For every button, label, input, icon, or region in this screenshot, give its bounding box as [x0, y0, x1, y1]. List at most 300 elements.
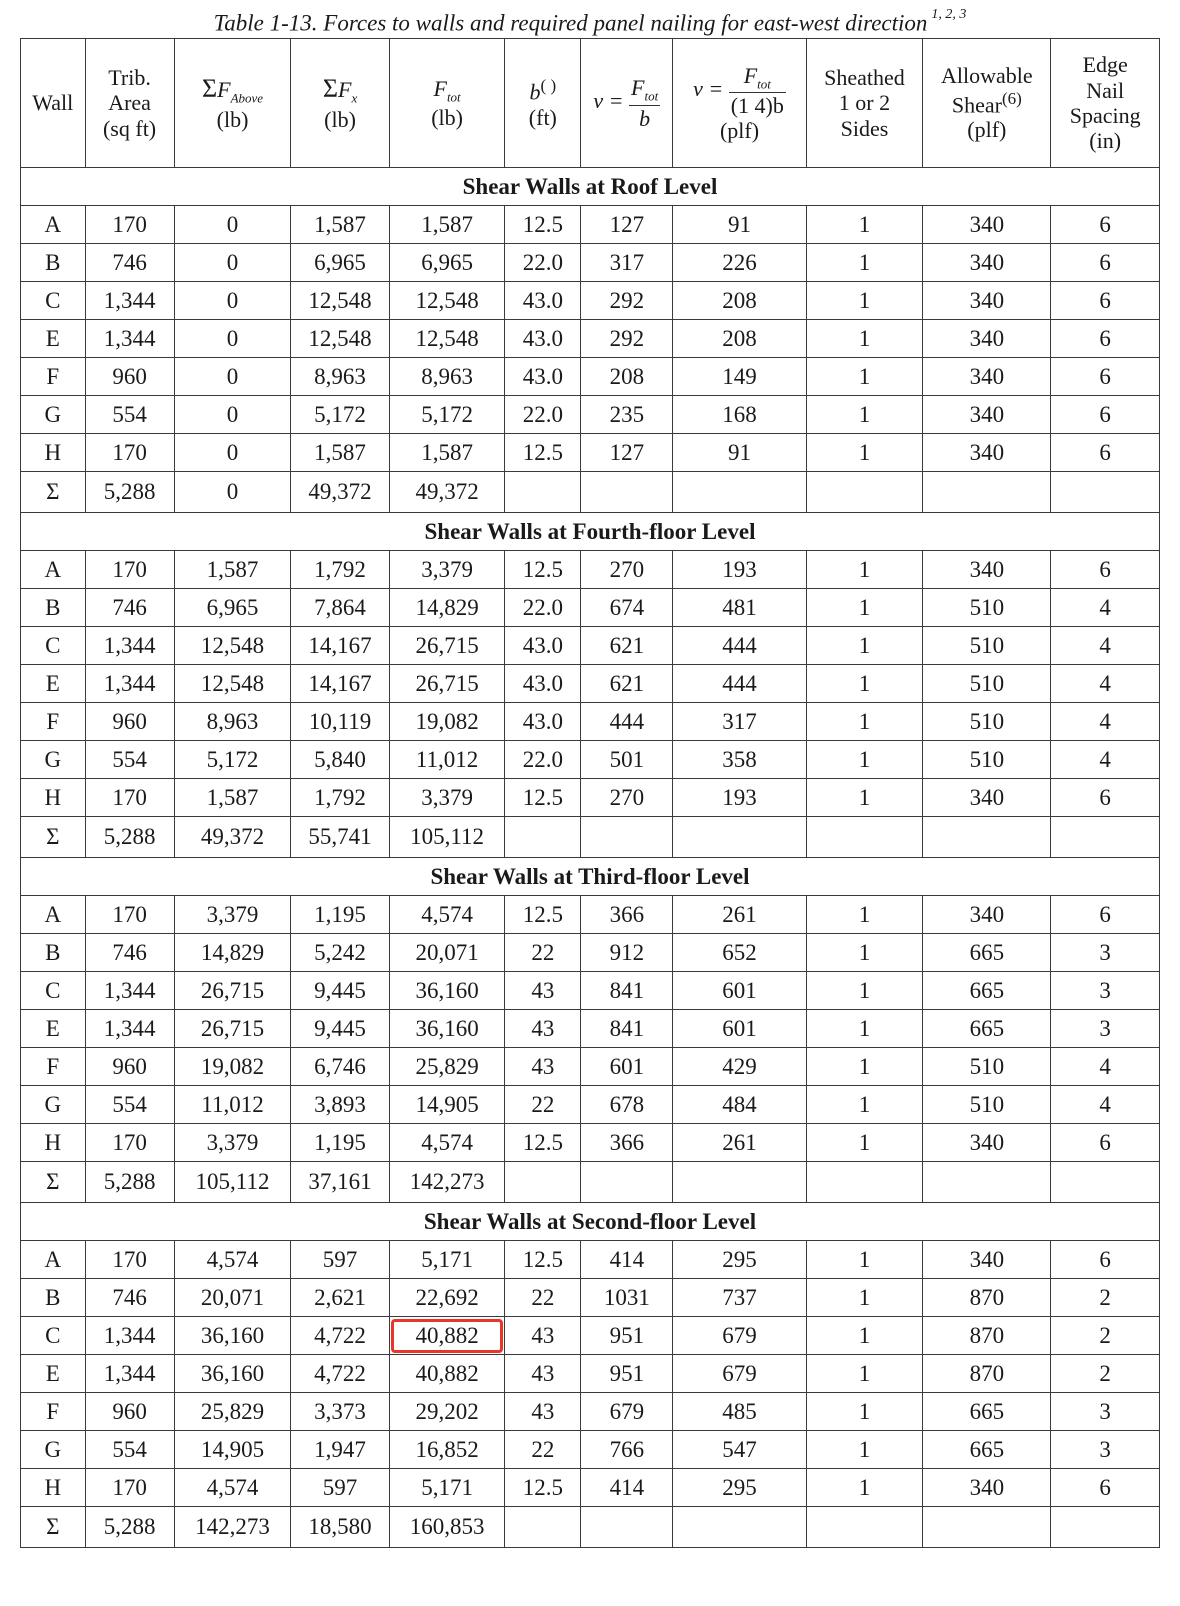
table-cell: 960 — [85, 1048, 174, 1086]
table-cell: 1 — [806, 282, 923, 320]
table-cell: 1,587 — [291, 434, 389, 472]
table-cell: 12.5 — [505, 1241, 581, 1279]
table-cell: 1 — [806, 396, 923, 434]
table-cell: 746 — [85, 934, 174, 972]
section-header-row — [21, 168, 1160, 206]
sum-cell: 55,741 — [291, 817, 389, 858]
section-title: Shear Walls at Third-floor Level — [21, 858, 1160, 896]
table-cell: 226 — [673, 244, 806, 282]
sum-row — [21, 1162, 1160, 1203]
table-cell: 26,715 — [389, 665, 505, 703]
table-cell: 1,344 — [85, 1355, 174, 1393]
empty-cell — [581, 1507, 673, 1548]
table-row — [21, 434, 1160, 472]
sum-row — [21, 1507, 1160, 1548]
table-cell: 261 — [673, 896, 806, 934]
table-cell: 12,548 — [174, 627, 291, 665]
table-cell: 510 — [923, 1086, 1051, 1124]
table-cell: 22,692 — [389, 1279, 505, 1317]
sum-cell: 37,161 — [291, 1162, 389, 1203]
table-cell: 3 — [1051, 1431, 1160, 1469]
wall-cell: C — [21, 627, 86, 665]
table-cell: 481 — [673, 589, 806, 627]
table-cell: 20,071 — [389, 934, 505, 972]
table-notes: 1, 2, 3 — [931, 7, 967, 22]
table-cell: 11,012 — [389, 741, 505, 779]
table-cell: 665 — [923, 934, 1051, 972]
wall-cell: G — [21, 1086, 86, 1124]
table-cell: 1 — [806, 551, 923, 589]
table-cell: 5,172 — [389, 396, 505, 434]
header-b: b( ) (ft) — [505, 39, 581, 168]
empty-cell — [923, 1507, 1051, 1548]
table-cell: 7,864 — [291, 589, 389, 627]
table-cell: 12.5 — [505, 1469, 581, 1507]
table-cell: 12,548 — [389, 320, 505, 358]
table-cell: 14,829 — [389, 589, 505, 627]
table-cell: 170 — [85, 1469, 174, 1507]
wall-cell: B — [21, 589, 86, 627]
table-cell: 26,715 — [174, 972, 291, 1010]
empty-cell — [806, 817, 923, 858]
table-body — [21, 168, 1160, 1548]
table-row — [21, 934, 1160, 972]
table-cell: 22 — [505, 934, 581, 972]
table-row — [21, 1124, 1160, 1162]
wall-cell: B — [21, 934, 86, 972]
wall-cell: E — [21, 320, 86, 358]
empty-cell — [673, 1162, 806, 1203]
table-cell: 1,587 — [291, 206, 389, 244]
table-cell: 6 — [1051, 282, 1160, 320]
wall-cell: B — [21, 1279, 86, 1317]
empty-cell — [505, 1162, 581, 1203]
wall-cell: A — [21, 551, 86, 589]
table-cell: 270 — [581, 779, 673, 817]
sum-cell: 5,288 — [85, 1507, 174, 1548]
sum-symbol: Σ — [21, 817, 86, 858]
sum-cell: 5,288 — [85, 1162, 174, 1203]
table-cell: 6 — [1051, 396, 1160, 434]
table-cell: 6 — [1051, 320, 1160, 358]
table-cell: 317 — [581, 244, 673, 282]
table-caption — [0, 2, 1180, 36]
empty-cell — [581, 472, 673, 513]
table-cell: 43.0 — [505, 665, 581, 703]
header-allowable-shear: Allowable Shear$^{(6)}$ (plf) — [923, 39, 1051, 168]
empty-cell — [1051, 817, 1160, 858]
table-cell: 1 — [806, 320, 923, 358]
table-cell: 2 — [1051, 1317, 1160, 1355]
table-cell: 43 — [505, 1355, 581, 1393]
wall-cell: H — [21, 434, 86, 472]
table-cell: 510 — [923, 627, 1051, 665]
table-row — [21, 1469, 1160, 1507]
table-cell: 841 — [581, 1010, 673, 1048]
table-cell: 14,905 — [174, 1431, 291, 1469]
table-cell: 317 — [673, 703, 806, 741]
table-cell: 2 — [1051, 1355, 1160, 1393]
sum-cell: 142,273 — [389, 1162, 505, 1203]
table-cell: 6 — [1051, 779, 1160, 817]
table-cell: 292 — [581, 320, 673, 358]
empty-cell — [923, 1162, 1051, 1203]
wall-cell: A — [21, 1241, 86, 1279]
table-cell: 1031 — [581, 1279, 673, 1317]
table-cell: 1 — [806, 1241, 923, 1279]
table-cell: 554 — [85, 1431, 174, 1469]
table-cell: 1,344 — [85, 627, 174, 665]
table-cell: 12,548 — [174, 665, 291, 703]
table-row — [21, 741, 1160, 779]
empty-cell — [505, 817, 581, 858]
empty-cell — [581, 817, 673, 858]
table-cell: 1,947 — [291, 1431, 389, 1469]
table-cell: 6,746 — [291, 1048, 389, 1086]
table-cell: 12,548 — [291, 282, 389, 320]
table-cell: 5,172 — [174, 741, 291, 779]
table-cell: 510 — [923, 703, 1051, 741]
table-cell: 12.5 — [505, 551, 581, 589]
table-cell: 43.0 — [505, 320, 581, 358]
sum-cell: 5,288 — [85, 817, 174, 858]
table-cell: 14,167 — [291, 665, 389, 703]
table-cell: 554 — [85, 741, 174, 779]
table-cell: 4,574 — [174, 1241, 291, 1279]
table-cell: 12.5 — [505, 434, 581, 472]
table-cell: 0 — [174, 320, 291, 358]
table-cell: 547 — [673, 1431, 806, 1469]
table-cell: 510 — [923, 665, 1051, 703]
table-cell: 665 — [923, 972, 1051, 1010]
table-cell: 5,242 — [291, 934, 389, 972]
table-cell: 1 — [806, 1469, 923, 1507]
table-cell: 16,852 — [389, 1431, 505, 1469]
header-v: v = $\frac{F_{tot}}{b}$ — [581, 39, 673, 168]
table-cell: 3 — [1051, 1010, 1160, 1048]
table-cell: 193 — [673, 779, 806, 817]
table-cell: 29,202 — [389, 1393, 505, 1431]
table-cell: 1,344 — [85, 1010, 174, 1048]
table-cell: 12.5 — [505, 206, 581, 244]
sum-cell: 49,372 — [389, 472, 505, 513]
table-cell: 6,965 — [174, 589, 291, 627]
table-cell: 4,574 — [389, 1124, 505, 1162]
table-row — [21, 320, 1160, 358]
table-cell: 14,167 — [291, 627, 389, 665]
table-cell: 12.5 — [505, 779, 581, 817]
header-v-reduced: v = $\frac{F_{tot}}{(1 4)b}$ (plf) — [673, 39, 806, 168]
table-cell: 8,963 — [291, 358, 389, 396]
table-cell: 0 — [174, 244, 291, 282]
table-cell: 678 — [581, 1086, 673, 1124]
table-cell: 746 — [85, 244, 174, 282]
sum-symbol: Σ — [21, 472, 86, 513]
table-cell: 14,829 — [174, 934, 291, 972]
table-cell: 414 — [581, 1469, 673, 1507]
table-row — [21, 358, 1160, 396]
table-cell: 9,445 — [291, 1010, 389, 1048]
table-cell: 3,893 — [291, 1086, 389, 1124]
sum-cell: 105,112 — [174, 1162, 291, 1203]
sum-cell: 142,273 — [174, 1507, 291, 1548]
table-row — [21, 589, 1160, 627]
table-cell: 4,722 — [291, 1317, 389, 1355]
table-cell: 1 — [806, 1124, 923, 1162]
table-cell: 621 — [581, 627, 673, 665]
table-cell: 601 — [673, 1010, 806, 1048]
table-cell: 168 — [673, 396, 806, 434]
table-cell: 270 — [581, 551, 673, 589]
table-cell: 170 — [85, 1241, 174, 1279]
table-cell: 1 — [806, 1317, 923, 1355]
table-cell: 444 — [673, 665, 806, 703]
table-cell: 8,963 — [389, 358, 505, 396]
wall-cell: E — [21, 665, 86, 703]
table-cell: 5,171 — [389, 1241, 505, 1279]
section-header-row — [21, 513, 1160, 551]
table-row — [21, 1431, 1160, 1469]
sum-cell: 105,112 — [389, 817, 505, 858]
table-cell: 12,548 — [389, 282, 505, 320]
table-cell: 8,963 — [174, 703, 291, 741]
section-title: Shear Walls at Roof Level — [21, 168, 1160, 206]
table-cell: 170 — [85, 779, 174, 817]
table-cell: 6 — [1051, 1469, 1160, 1507]
table-cell: 4 — [1051, 589, 1160, 627]
table-cell: 485 — [673, 1393, 806, 1431]
table-cell: 746 — [85, 1279, 174, 1317]
table-cell: 0 — [174, 206, 291, 244]
table-cell: 127 — [581, 206, 673, 244]
table-row — [21, 1241, 1160, 1279]
table-cell: 20,071 — [174, 1279, 291, 1317]
section-title: Shear Walls at Second-floor Level — [21, 1203, 1160, 1241]
empty-cell — [923, 472, 1051, 513]
table-cell: 22.0 — [505, 244, 581, 282]
table-cell: 444 — [581, 703, 673, 741]
wall-cell: F — [21, 703, 86, 741]
table-cell: 1 — [806, 434, 923, 472]
table-cell: 960 — [85, 358, 174, 396]
table-cell: 0 — [174, 358, 291, 396]
table-cell: 366 — [581, 1124, 673, 1162]
table-cell: 170 — [85, 206, 174, 244]
table-row — [21, 551, 1160, 589]
highlighted-cell: 40,882 — [389, 1317, 505, 1355]
table-cell: 22.0 — [505, 396, 581, 434]
table-cell: 1 — [806, 703, 923, 741]
section-header-row — [21, 858, 1160, 896]
table-cell: 665 — [923, 1010, 1051, 1048]
table-cell: 170 — [85, 1124, 174, 1162]
wall-cell: F — [21, 358, 86, 396]
table-cell: 6 — [1051, 206, 1160, 244]
table-cell: 43.0 — [505, 627, 581, 665]
table-cell: 22.0 — [505, 589, 581, 627]
table-cell: 665 — [923, 1431, 1051, 1469]
table-cell: 6 — [1051, 434, 1160, 472]
table-cell: 4 — [1051, 1086, 1160, 1124]
sum-cell: 5,288 — [85, 472, 174, 513]
table-cell: 5,172 — [291, 396, 389, 434]
empty-cell — [806, 1162, 923, 1203]
table-cell: 340 — [923, 1124, 1051, 1162]
table-cell: 19,082 — [174, 1048, 291, 1086]
table-cell: 870 — [923, 1317, 1051, 1355]
table-row — [21, 665, 1160, 703]
header-row — [21, 39, 1160, 168]
sum-cell: 0 — [174, 472, 291, 513]
table-cell: 340 — [923, 896, 1051, 934]
table-cell: 14,905 — [389, 1086, 505, 1124]
empty-cell — [673, 817, 806, 858]
table-cell: 2 — [1051, 1279, 1160, 1317]
table-row — [21, 627, 1160, 665]
table-cell: 3 — [1051, 972, 1160, 1010]
table-cell: 6 — [1051, 358, 1160, 396]
wall-cell: A — [21, 206, 86, 244]
empty-cell — [923, 817, 1051, 858]
table-cell: 621 — [581, 665, 673, 703]
table-cell: 261 — [673, 1124, 806, 1162]
table-cell: 951 — [581, 1355, 673, 1393]
table-cell: 841 — [581, 972, 673, 1010]
table-cell: 1,344 — [85, 1317, 174, 1355]
table-cell: 340 — [923, 244, 1051, 282]
table-cell: 1 — [806, 589, 923, 627]
table-cell: 746 — [85, 589, 174, 627]
header-sheathed: Sheathed 1 or 2 Sides — [806, 39, 923, 168]
table-cell: 26,715 — [174, 1010, 291, 1048]
table-cell: 510 — [923, 589, 1051, 627]
table-row — [21, 1393, 1160, 1431]
table-row — [21, 972, 1160, 1010]
header-wall: Wall — [21, 39, 86, 168]
table-row — [21, 1010, 1160, 1048]
table-cell: 1,344 — [85, 972, 174, 1010]
table-cell: 340 — [923, 779, 1051, 817]
table-row — [21, 703, 1160, 741]
table-cell: 665 — [923, 1393, 1051, 1431]
table-cell: 1,195 — [291, 1124, 389, 1162]
sum-symbol: Σ — [21, 1162, 86, 1203]
table-row — [21, 1355, 1160, 1393]
table-cell: 9,445 — [291, 972, 389, 1010]
table-cell: 1,344 — [85, 665, 174, 703]
table-cell: 3,379 — [389, 779, 505, 817]
table-cell: 1,344 — [85, 320, 174, 358]
empty-cell — [1051, 1162, 1160, 1203]
table-cell: 1 — [806, 1393, 923, 1431]
header-f-tot: $F_{tot}$ (lb) — [389, 39, 505, 168]
table-cell: 554 — [85, 1086, 174, 1124]
table-cell: 960 — [85, 1393, 174, 1431]
table-cell: 25,829 — [389, 1048, 505, 1086]
table-cell: 295 — [673, 1469, 806, 1507]
table-cell: 597 — [291, 1469, 389, 1507]
empty-cell — [806, 1507, 923, 1548]
table-cell: 36,160 — [389, 972, 505, 1010]
table-cell: 19,082 — [389, 703, 505, 741]
table-cell: 91 — [673, 206, 806, 244]
table-cell: 91 — [673, 434, 806, 472]
table-cell: 1,587 — [389, 434, 505, 472]
table-cell: 43 — [505, 1048, 581, 1086]
wall-cell: H — [21, 1469, 86, 1507]
empty-cell — [673, 1507, 806, 1548]
sum-cell: 160,853 — [389, 1507, 505, 1548]
header-f-x: $\Sigma F_x$ (lb) — [291, 39, 389, 168]
wall-cell: G — [21, 1431, 86, 1469]
table-cell: 1 — [806, 1431, 923, 1469]
wall-cell: E — [21, 1355, 86, 1393]
sum-cell: 49,372 — [174, 817, 291, 858]
wall-cell: G — [21, 396, 86, 434]
table-cell: 43 — [505, 1010, 581, 1048]
table-cell: 870 — [923, 1279, 1051, 1317]
wall-cell: F — [21, 1048, 86, 1086]
table-cell: 1,587 — [174, 551, 291, 589]
table-cell: 43.0 — [505, 703, 581, 741]
empty-cell — [1051, 1507, 1160, 1548]
header-edge-nail-spacing: Edge Nail Spacing (in) — [1051, 39, 1160, 168]
table-cell: 679 — [581, 1393, 673, 1431]
table-cell: 429 — [673, 1048, 806, 1086]
table-cell: 501 — [581, 741, 673, 779]
wall-cell: E — [21, 1010, 86, 1048]
table-cell: 292 — [581, 282, 673, 320]
table-cell: 11,012 — [174, 1086, 291, 1124]
table-cell: 340 — [923, 358, 1051, 396]
forces-table — [20, 38, 1160, 1548]
table-title: Table 1-13. Forces to walls and required panel nailing for east-west direction — [213, 10, 928, 36]
table-cell: 1 — [806, 665, 923, 703]
table-cell: 444 — [673, 627, 806, 665]
table-cell: 4 — [1051, 665, 1160, 703]
header-f-above: $\Sigma F_{Above}$ (lb) — [174, 39, 291, 168]
table-cell: 1 — [806, 1086, 923, 1124]
table-cell: 12.5 — [505, 1124, 581, 1162]
table-cell: 340 — [923, 551, 1051, 589]
table-cell: 10,119 — [291, 703, 389, 741]
table-cell: 22 — [505, 1279, 581, 1317]
table-cell: 1,195 — [291, 896, 389, 934]
table-cell: 1 — [806, 934, 923, 972]
sum-row — [21, 817, 1160, 858]
table-cell: 340 — [923, 1469, 1051, 1507]
sum-cell: 18,580 — [291, 1507, 389, 1548]
table-cell: 1 — [806, 206, 923, 244]
table-cell: 601 — [673, 972, 806, 1010]
table-cell: 340 — [923, 434, 1051, 472]
table-cell: 0 — [174, 282, 291, 320]
table-cell: 170 — [85, 551, 174, 589]
table-cell: 1,587 — [389, 206, 505, 244]
table-cell: 1,587 — [174, 779, 291, 817]
table-cell: 340 — [923, 320, 1051, 358]
table-cell: 340 — [923, 206, 1051, 244]
wall-cell: H — [21, 779, 86, 817]
table-row — [21, 206, 1160, 244]
empty-cell — [806, 472, 923, 513]
table-cell: 43 — [505, 1393, 581, 1431]
table-cell: 43.0 — [505, 282, 581, 320]
table-row — [21, 244, 1160, 282]
table-cell: 4 — [1051, 627, 1160, 665]
wall-cell: F — [21, 1393, 86, 1431]
sum-symbol: Σ — [21, 1507, 86, 1548]
